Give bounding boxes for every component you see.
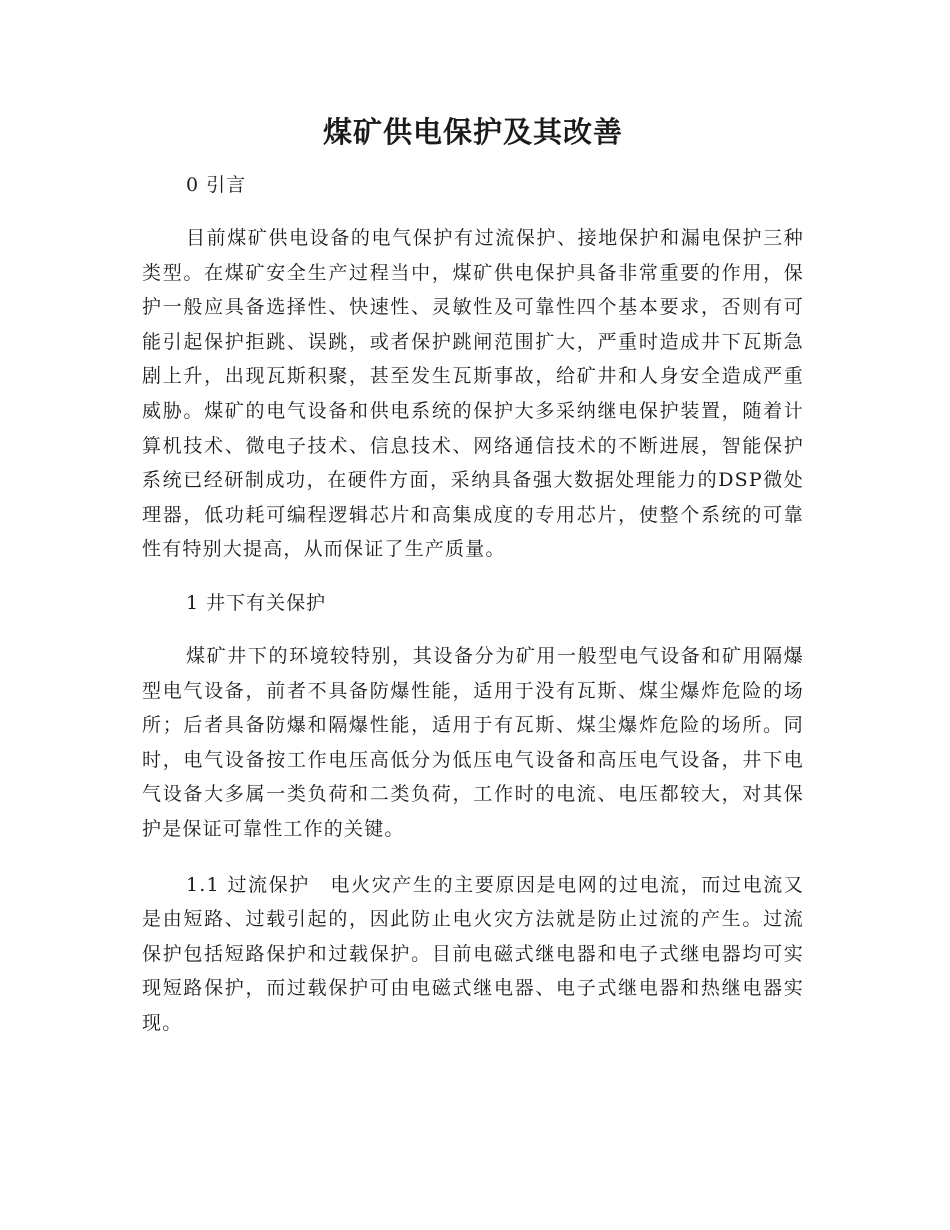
paragraph-underground-protection: 煤矿井下的环境较特别，其设备分为矿用一般型电气设备和矿用隔爆型电气设备，前者不具备防爆性能，适用于没有瓦斯、煤尘爆炸危险的场所；后者具备防爆和隔爆性能，适用于有瓦斯、煤尘爆炸危险的场所。同时，电气设备按工作电压高低分为低压电气设备和高压电气设备，井下电气设备大多属一类负荷和二类负荷，工作时的电流、电压都较大，对其保护是保证可靠性工作的关键。 bbox=[142, 644, 804, 840]
section-heading-introduction: 0 引言 bbox=[186, 174, 247, 196]
document-page bbox=[142, 108, 804, 1061]
subheading-overcurrent-protection: 1.1 过流保护 bbox=[186, 873, 310, 896]
section-heading-underground-protection: 1 井下有关保护 bbox=[186, 591, 327, 614]
paragraph-overcurrent-protection bbox=[142, 868, 804, 1041]
paragraph-overcurrent-text: 电火灾产生的主要原因是电网的过电流，而过电流又是由短路、过载引起的，因此防止电火灾方法就是防止过流的产生。过流保护包括短路保护和过载保护。目前电磁式继电器和电子式继电器均可实现短路保护，而过载保护可由电磁式继电器、电子式继电器和热继电器实现。 bbox=[142, 873, 805, 1034]
document-title: 煤矿供电保护及其改善 bbox=[322, 115, 623, 149]
paragraph-introduction: 目前煤矿供电设备的电气保护有过流保护、接地保护和漏电保护三种类型。在煤矿安全生产过程当中，煤矿供电保护具备非常重要的作用，保护一般应具备选择性、快速性、灵敏性及可靠性四个基本要求，否则有可能引起保护拒跳、误跳，或者保护跳闸范围扩大，严重时造成井下瓦斯急剧上升，出现瓦斯积聚，甚至发生瓦斯事故，给矿井和人身安全造成严重威胁。煤矿的电气设备和供电系统的保护大多采纳继电保护装置，随着计算机技术、微电子技术、信息技术、网络通信技术的不断进展，智能保护系统已经研制成功，在硬件方面，采纳具备强大数据处理能力的DSP微处理器，低功耗可编程逻辑芯片和高集成度的专用芯片，使整个系统的可靠性有特别大提高，从而保证了生产质量。 bbox=[142, 227, 804, 561]
